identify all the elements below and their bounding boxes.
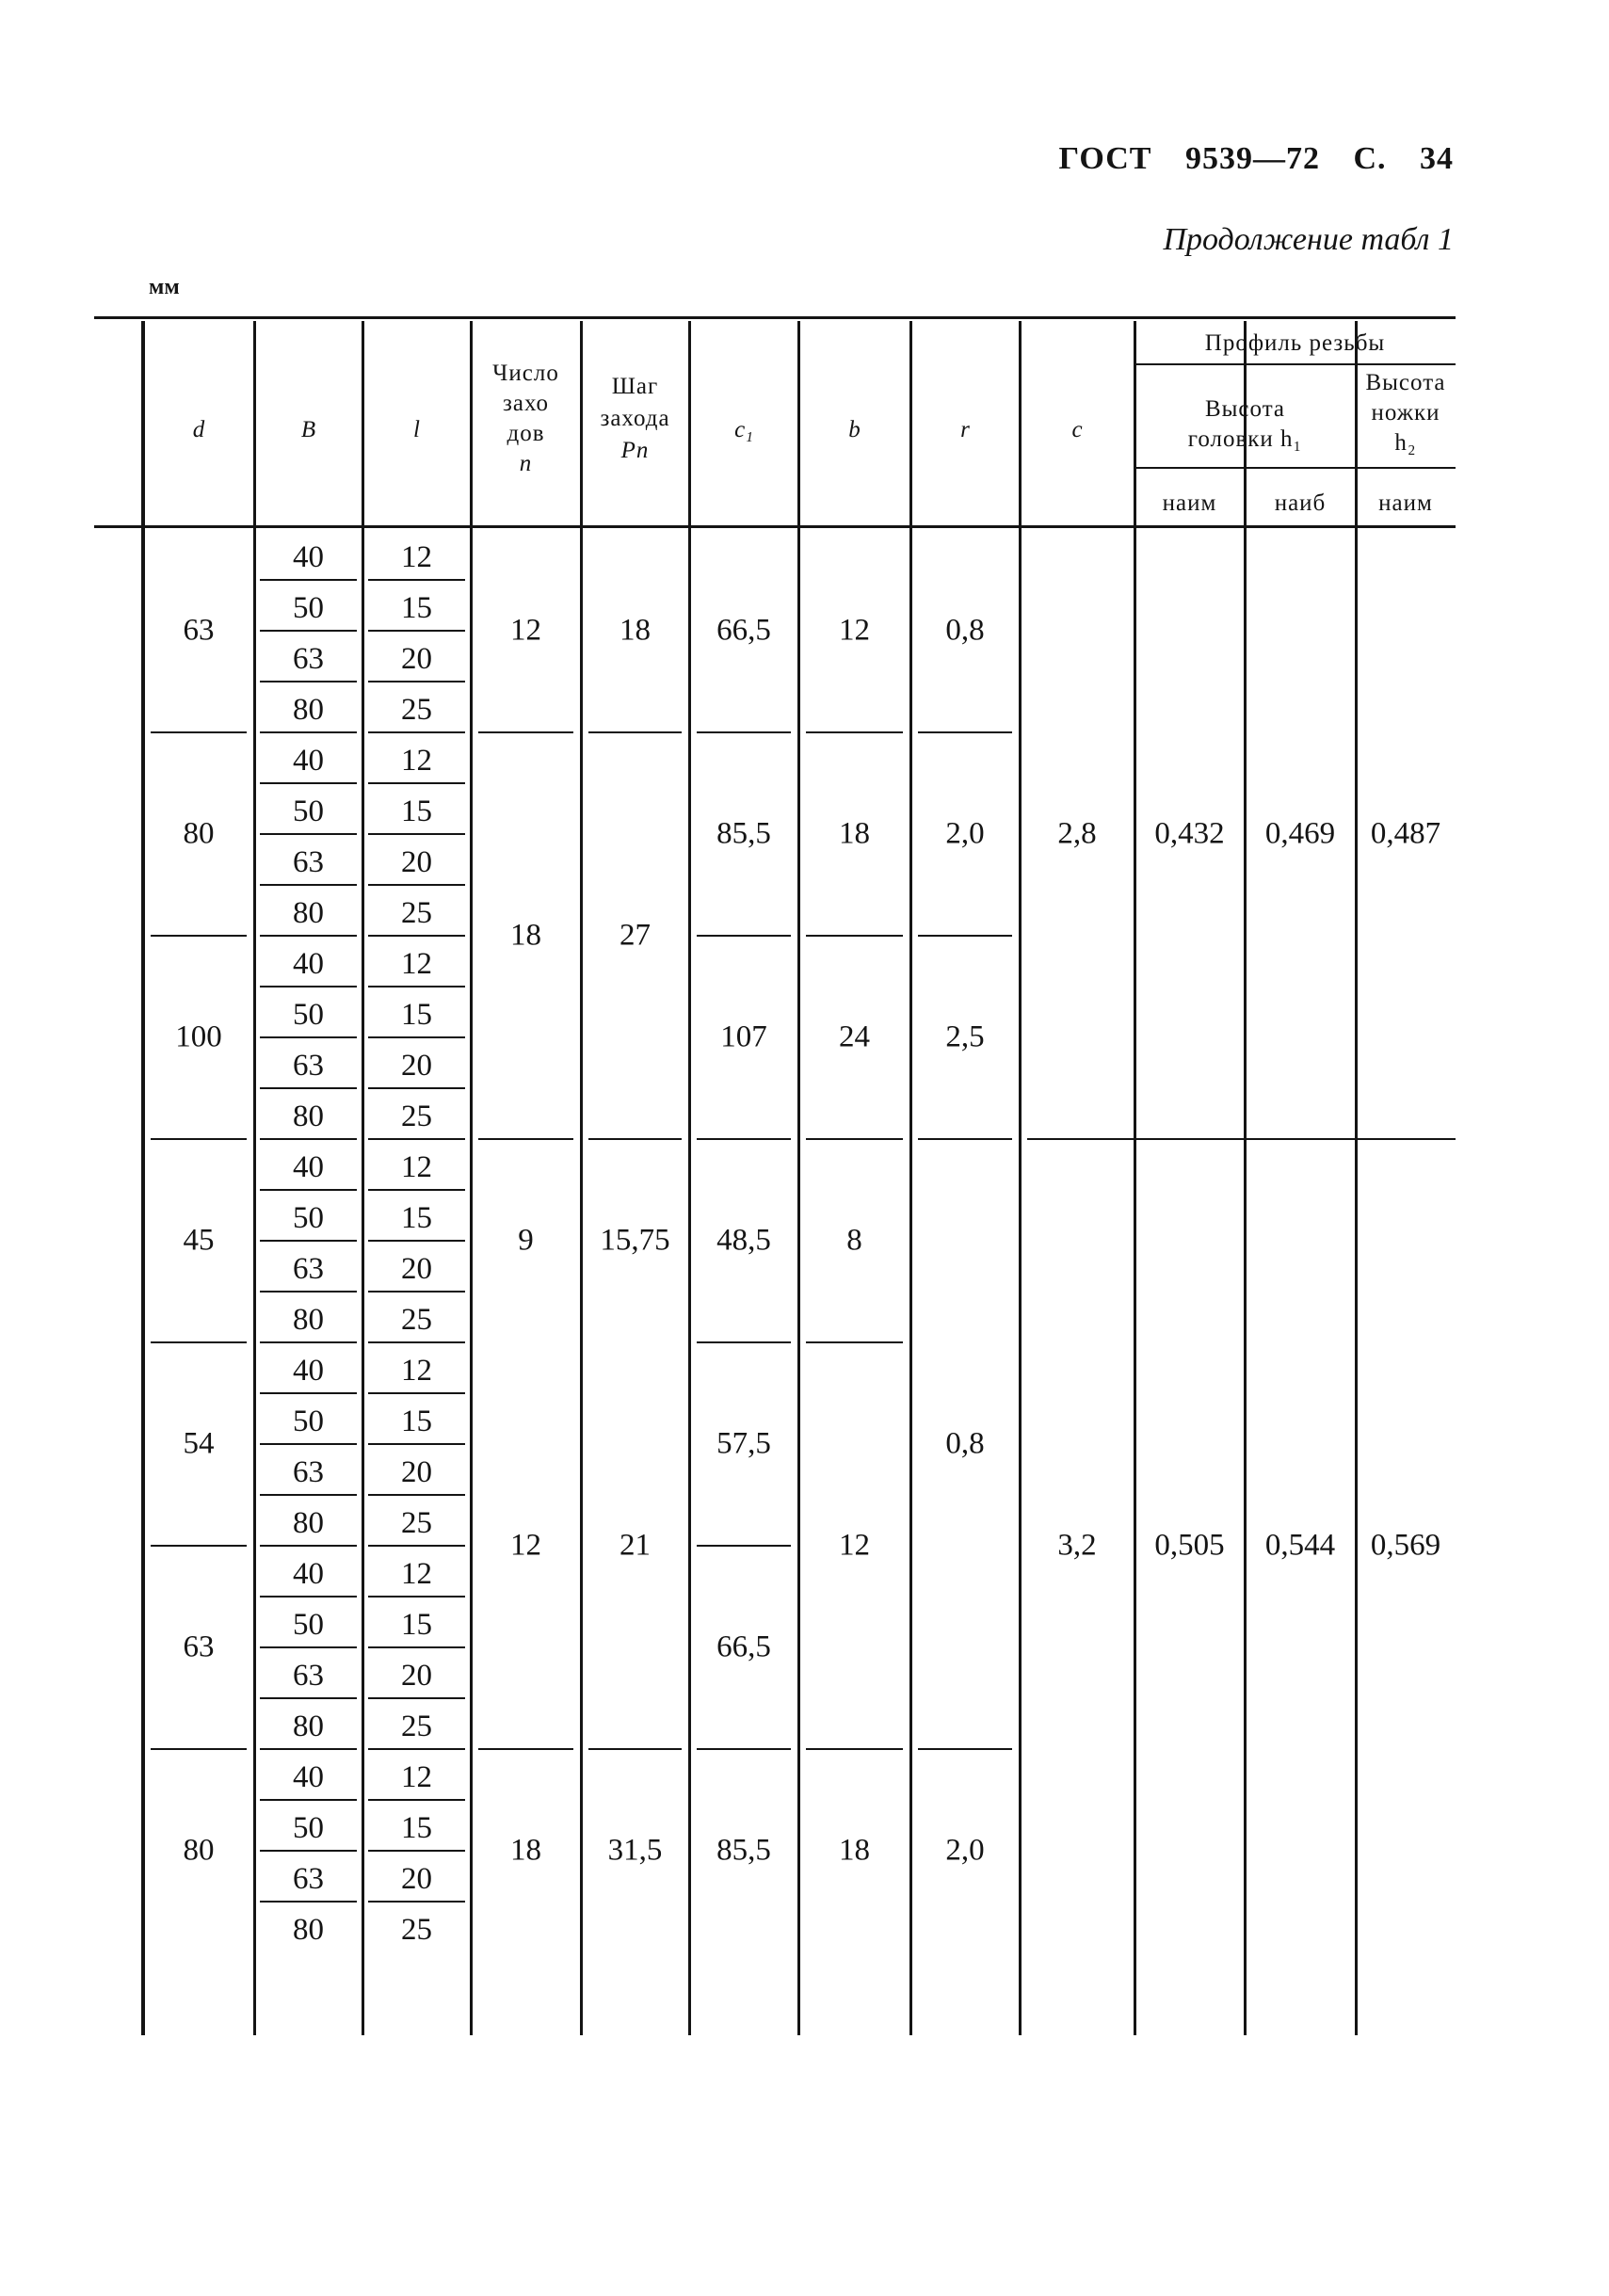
- row-rule: [368, 884, 465, 886]
- cell-h2-min: 0,487: [1370, 816, 1441, 851]
- cell-lead: 18: [619, 613, 651, 648]
- group-rule: [697, 1341, 791, 1343]
- row-rule: [260, 1291, 357, 1293]
- cell-h1-min: 0,505: [1154, 1528, 1225, 1563]
- row-rule: [260, 1443, 357, 1445]
- cell-b: 50: [293, 998, 324, 1032]
- cell-b: 80: [293, 1303, 324, 1337]
- group-rule: [918, 1138, 1012, 1140]
- cell-l: 12: [401, 947, 432, 981]
- group-rule: [588, 731, 682, 733]
- cell-l: 25: [401, 1506, 432, 1540]
- row-rule: [368, 630, 465, 632]
- group-rule: [918, 935, 1012, 937]
- column-header-b-lower: b: [848, 417, 861, 442]
- group-rule: [697, 731, 791, 733]
- row-rule: [260, 681, 357, 682]
- column-header-lead: Pn: [620, 438, 650, 463]
- row-rule: [260, 1697, 357, 1699]
- cell-d: 63: [183, 1630, 215, 1664]
- cell-c1: 66,5: [716, 613, 771, 648]
- cell-c1: 66,5: [716, 1630, 771, 1664]
- column-divider: [688, 321, 691, 2035]
- column-divider: [1019, 321, 1022, 2035]
- page-prefix: С.: [1353, 141, 1387, 176]
- cell-r: 2,5: [945, 1020, 985, 1054]
- cell-b: 63: [293, 1455, 324, 1489]
- cell-b: 80: [293, 693, 324, 727]
- column-header-starts: дов: [507, 421, 545, 446]
- cell-l: 15: [401, 998, 432, 1032]
- row-rule: [260, 1138, 357, 1140]
- row-rule: [368, 1748, 465, 1750]
- cell-b: 63: [293, 1862, 324, 1896]
- group-rule: [806, 731, 903, 733]
- cell-b-lower: 18: [839, 1833, 870, 1868]
- cell-r: 2,0: [945, 816, 985, 851]
- column-header-r: r: [960, 417, 970, 442]
- row-rule: [260, 986, 357, 987]
- row-rule: [368, 1138, 465, 1140]
- row-rule: [368, 1850, 465, 1852]
- cell-h1-max: 0,544: [1264, 1528, 1336, 1563]
- cell-starts: 12: [510, 1528, 541, 1563]
- table-top-rule: [94, 316, 1456, 319]
- cell-r: 2,0: [945, 1833, 985, 1868]
- column-header-h1: головки h₁: [1187, 426, 1303, 452]
- cell-b: 63: [293, 642, 324, 676]
- column-divider: [141, 321, 144, 2035]
- row-rule: [368, 1697, 465, 1699]
- row-rule: [260, 1392, 357, 1394]
- cell-starts: 9: [518, 1223, 534, 1258]
- group-rule: [697, 935, 791, 937]
- min-max-header-rule: [1134, 467, 1456, 469]
- cell-d: 54: [183, 1426, 215, 1461]
- column-divider: [1244, 468, 1247, 2035]
- cell-r: 0,8: [945, 613, 985, 648]
- row-rule: [260, 1494, 357, 1496]
- cell-l: 20: [401, 642, 432, 676]
- group-rule: [478, 1748, 573, 1750]
- column-divider: [580, 321, 583, 2035]
- row-rule: [368, 1341, 465, 1343]
- cell-b: 80: [293, 1913, 324, 1947]
- thread-dimensions-table: [94, 313, 1456, 2035]
- cell-b-lower: 12: [839, 613, 870, 648]
- unit-label: мм: [149, 275, 180, 299]
- column-header-h2: h₂: [1394, 430, 1417, 456]
- profile-header-rule: [1134, 363, 1456, 365]
- column-header-h2: ножки: [1371, 400, 1440, 425]
- row-rule: [368, 1240, 465, 1242]
- row-rule: [368, 1443, 465, 1445]
- cell-b: 50: [293, 795, 324, 828]
- cell-b: 40: [293, 947, 324, 981]
- cell-b: 63: [293, 1252, 324, 1286]
- cell-c1: 107: [720, 1020, 767, 1054]
- column-header-lead: Шаг: [611, 374, 659, 399]
- column-header-h1: Высота: [1204, 396, 1286, 422]
- cell-l: 20: [401, 845, 432, 879]
- cell-l: 12: [401, 1354, 432, 1388]
- cell-b-lower: 12: [839, 1528, 870, 1563]
- row-rule: [368, 1087, 465, 1089]
- row-rule: [368, 1799, 465, 1801]
- cell-l: 12: [401, 1760, 432, 1794]
- row-rule: [260, 1799, 357, 1801]
- cell-starts: 18: [510, 1833, 541, 1868]
- row-rule: [260, 1545, 357, 1547]
- row-rule: [260, 1646, 357, 1648]
- group-rule: [697, 1748, 791, 1750]
- cell-c1: 85,5: [716, 1833, 771, 1868]
- group-rule: [588, 1748, 682, 1750]
- column-header-thread-profile: Профиль резьбы: [1204, 330, 1386, 356]
- row-rule: [368, 1189, 465, 1191]
- cell-l: 25: [401, 896, 432, 930]
- cell-h1-min: 0,432: [1154, 816, 1225, 851]
- cell-starts: 12: [510, 613, 541, 648]
- cell-r: 0,8: [945, 1426, 985, 1461]
- cell-l: 25: [401, 693, 432, 727]
- cell-l: 20: [401, 1455, 432, 1489]
- cell-b: 80: [293, 1710, 324, 1743]
- cell-lead: 31,5: [607, 1833, 663, 1868]
- column-header-h2: Высота: [1365, 370, 1446, 395]
- group-rule: [918, 1748, 1012, 1750]
- cell-b: 50: [293, 1405, 324, 1438]
- cell-c: 2,8: [1057, 816, 1097, 851]
- group-rule: [151, 1545, 247, 1547]
- row-rule: [260, 1240, 357, 1242]
- cell-b: 80: [293, 1506, 324, 1540]
- cell-starts: 18: [510, 918, 541, 953]
- cell-c1: 85,5: [716, 816, 771, 851]
- cell-l: 20: [401, 1049, 432, 1083]
- cell-b-lower: 8: [846, 1223, 862, 1258]
- row-rule: [260, 935, 357, 937]
- column-header-h1-max: наиб: [1274, 490, 1327, 516]
- row-rule: [368, 782, 465, 784]
- row-rule: [368, 986, 465, 987]
- row-rule: [260, 579, 357, 581]
- cell-l: 12: [401, 744, 432, 778]
- row-rule: [260, 1850, 357, 1852]
- cell-d: 100: [175, 1020, 222, 1054]
- cell-h2-min: 0,569: [1370, 1528, 1441, 1563]
- cell-b: 50: [293, 1811, 324, 1845]
- row-rule: [260, 1087, 357, 1089]
- group-rule: [151, 1341, 247, 1343]
- group-rule: [151, 1748, 247, 1750]
- group-rule: [806, 1748, 903, 1750]
- column-header-b: B: [300, 417, 316, 442]
- cell-lead: 15,75: [600, 1223, 670, 1258]
- group-rule: [806, 1341, 903, 1343]
- row-rule: [368, 935, 465, 937]
- column-header-starts: n: [519, 451, 533, 476]
- row-rule: [260, 1341, 357, 1343]
- row-rule: [260, 833, 357, 835]
- row-rule: [368, 731, 465, 733]
- column-divider: [1355, 321, 1358, 2035]
- cell-l: 20: [401, 1862, 432, 1896]
- cell-c1: 48,5: [716, 1223, 771, 1258]
- cell-b: 40: [293, 1354, 324, 1388]
- column-header-h2-min: наим: [1378, 490, 1433, 516]
- group-rule: [918, 731, 1012, 733]
- group-rule: [697, 1545, 791, 1547]
- cell-b: 40: [293, 1150, 324, 1184]
- page-number: 34: [1420, 141, 1454, 176]
- cell-b: 40: [293, 744, 324, 778]
- row-rule: [260, 1748, 357, 1750]
- cell-l: 15: [401, 1811, 432, 1845]
- column-header-lead: захода: [600, 406, 670, 431]
- standard-label: ГОСТ: [1058, 141, 1152, 176]
- cell-l: 25: [401, 1100, 432, 1133]
- cell-b-lower: 18: [839, 816, 870, 851]
- cell-c: 3,2: [1057, 1528, 1097, 1563]
- cell-c1: 57,5: [716, 1426, 771, 1461]
- row-rule: [368, 681, 465, 682]
- group-rule: [806, 935, 903, 937]
- cell-lead: 27: [619, 918, 651, 953]
- row-rule: [260, 1596, 357, 1598]
- cell-d: 80: [183, 816, 215, 851]
- row-rule: [368, 1392, 465, 1394]
- group-rule: [588, 1138, 682, 1140]
- cell-l: 15: [401, 1405, 432, 1438]
- column-divider: [797, 321, 800, 2035]
- cell-l: 20: [401, 1252, 432, 1286]
- group-rule: [1027, 1138, 1456, 1140]
- cell-l: 15: [401, 1201, 432, 1235]
- row-rule: [260, 1901, 357, 1903]
- row-rule: [368, 1901, 465, 1903]
- column-header-c1: c₁: [734, 417, 753, 442]
- cell-b: 50: [293, 1201, 324, 1235]
- column-divider: [909, 321, 912, 2035]
- column-header-starts: Число: [492, 361, 559, 386]
- cell-d: 45: [183, 1223, 215, 1258]
- cell-h1-max: 0,469: [1264, 816, 1336, 851]
- cell-b: 50: [293, 591, 324, 625]
- cell-l: 15: [401, 795, 432, 828]
- column-divider: [1134, 321, 1136, 2035]
- cell-b: 63: [293, 1049, 324, 1083]
- cell-l: 20: [401, 1659, 432, 1693]
- row-rule: [260, 630, 357, 632]
- group-rule: [151, 1138, 247, 1140]
- cell-l: 25: [401, 1303, 432, 1337]
- header-bottom-rule: [94, 525, 1456, 528]
- row-rule: [368, 579, 465, 581]
- cell-b: 63: [293, 845, 324, 879]
- row-rule: [368, 1036, 465, 1038]
- cell-l: 25: [401, 1710, 432, 1743]
- row-rule: [368, 1646, 465, 1648]
- cell-b: 63: [293, 1659, 324, 1693]
- cell-l: 12: [401, 540, 432, 574]
- row-rule: [260, 1036, 357, 1038]
- cell-b: 80: [293, 1100, 324, 1133]
- cell-b: 50: [293, 1608, 324, 1642]
- document-header: [1059, 141, 1454, 177]
- cell-b: 40: [293, 540, 324, 574]
- row-rule: [368, 1596, 465, 1598]
- cell-l: 25: [401, 1913, 432, 1947]
- row-rule: [260, 884, 357, 886]
- group-rule: [478, 1138, 573, 1140]
- table-continuation-title: Продолжение табл 1: [1163, 222, 1454, 257]
- cell-l: 12: [401, 1150, 432, 1184]
- cell-d: 80: [183, 1833, 215, 1868]
- cell-b: 40: [293, 1760, 324, 1794]
- group-rule: [697, 1138, 791, 1140]
- group-rule: [151, 935, 247, 937]
- cell-l: 15: [401, 1608, 432, 1642]
- group-rule: [478, 731, 573, 733]
- cell-b: 80: [293, 896, 324, 930]
- row-rule: [368, 1291, 465, 1293]
- column-header-h1-min: наим: [1162, 490, 1217, 516]
- column-header-d: d: [192, 417, 205, 442]
- standard-number: 9539—72: [1184, 141, 1320, 176]
- group-rule: [806, 1138, 903, 1140]
- row-rule: [260, 731, 357, 733]
- column-header-c: c: [1071, 417, 1083, 442]
- column-header-starts: захо: [502, 391, 550, 416]
- cell-lead: 21: [619, 1528, 651, 1563]
- row-rule: [368, 1545, 465, 1547]
- row-rule: [368, 833, 465, 835]
- row-rule: [260, 782, 357, 784]
- row-rule: [368, 1494, 465, 1496]
- cell-l: 15: [401, 591, 432, 625]
- row-rule: [260, 1189, 357, 1191]
- cell-b-lower: 24: [839, 1020, 870, 1054]
- group-rule: [151, 731, 247, 733]
- cell-d: 63: [183, 613, 215, 648]
- cell-l: 12: [401, 1557, 432, 1591]
- cell-b: 40: [293, 1557, 324, 1591]
- column-header-l: l: [413, 417, 420, 442]
